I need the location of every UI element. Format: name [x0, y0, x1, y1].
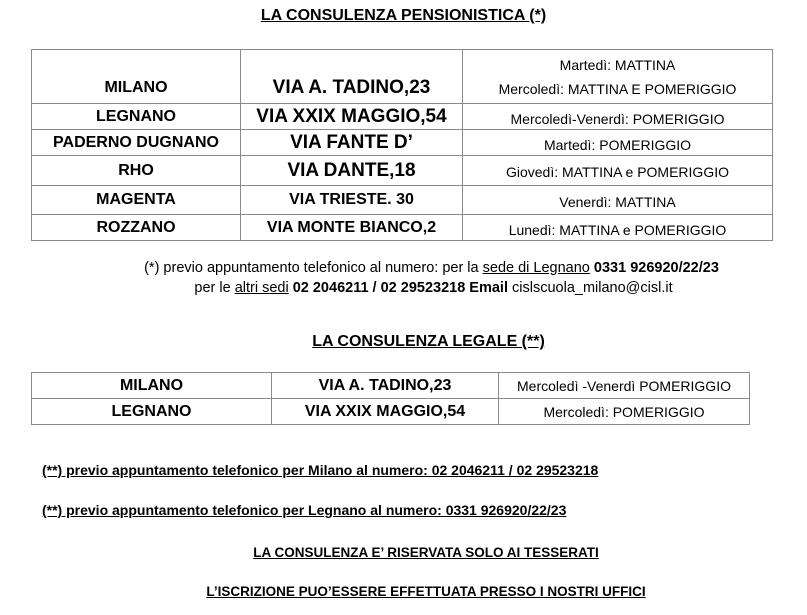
city-cell: MAGENTA: [32, 186, 241, 215]
days-cell: Lunedì: MATTINA e POMERIGGIO: [463, 215, 773, 241]
city-cell: LEGNANO: [32, 399, 272, 425]
address-cell: VIA XXIX MAGGIO,54: [272, 399, 499, 425]
email-address: cislscuola_milano@cisl.it: [508, 280, 673, 296]
days-line: Mercoledì: MATTINA E POMERIGGIO: [498, 80, 737, 97]
registration-notice: L’ISCRIZIONE PUO’ESSERE EFFETTUATA PRESSO I NOSTRI UFFICI: [206, 584, 646, 599]
address-cell: VIA DANTE,18: [241, 156, 463, 186]
city-cell: MILANO: [32, 373, 272, 399]
table-row: [32, 373, 750, 399]
table-row: [32, 104, 773, 130]
address-cell: VIA MONTE BIANCO,2: [241, 215, 463, 241]
pension-note-line1: [28, 258, 807, 278]
other-phone: 02 2046211 / 02 29523218 Email: [288, 280, 508, 296]
days-cell: Giovedì: MATTINA e POMERIGGIO: [463, 156, 773, 186]
address-cell: VIA XXIX MAGGIO,54: [241, 104, 463, 130]
days-cell: [463, 50, 773, 104]
legnano-phone: 0331 926920/22/23: [589, 260, 719, 276]
days-cell: Mercoledì-Venerdì: POMERIGGIO: [463, 104, 773, 130]
city-cell: PADERNO DUGNANO: [32, 130, 241, 156]
city-cell: RHO: [32, 156, 241, 186]
legal-title: LA CONSULENZA LEGALE (**): [312, 333, 545, 350]
pension-note-line2: [30, 278, 807, 298]
address-cell: VIA TRIESTE. 30: [241, 186, 463, 215]
address-cell: VIA FANTE D’: [241, 130, 463, 156]
pension-table: [31, 49, 773, 241]
note-text: (*) previo appuntamento telefonico al numero: per la: [144, 260, 483, 276]
table-row: [32, 215, 773, 241]
table-row: [32, 186, 773, 215]
city-cell: LEGNANO: [32, 104, 241, 130]
days-cell: Mercoledì: POMERIGGIO: [499, 399, 750, 425]
pension-title: LA CONSULENZA PENSIONISTICA (*): [260, 7, 547, 24]
table-row: [32, 50, 773, 104]
address-cell: VIA A. TADINO,23: [272, 373, 499, 399]
days-cell: Mercoledì -Venerdì POMERIGGIO: [499, 373, 750, 399]
table-row: [32, 130, 773, 156]
other-offices-link: altri sedi: [234, 280, 289, 296]
city-cell: ROZZANO: [32, 215, 241, 241]
city-cell: MILANO: [32, 50, 241, 104]
legal-table: [31, 372, 750, 425]
legnano-link: sede di Legnano: [482, 260, 590, 276]
legal-note-legnano: (**) previo appuntamento telefonico per Legnano al numero: 0331 926920/22/23: [42, 502, 567, 518]
days-cell: Venerdì: MATTINA: [463, 186, 773, 215]
members-only-notice: LA CONSULENZA E’ RISERVATA SOLO AI TESSERATI: [253, 545, 599, 560]
address-cell: VIA A. TADINO,23: [241, 50, 463, 104]
days-cell: Martedì: POMERIGGIO: [463, 130, 773, 156]
table-row: [32, 156, 773, 186]
table-row: [32, 399, 750, 425]
note-text: per le: [194, 280, 235, 296]
days-line: Martedì: MATTINA: [559, 56, 676, 73]
legal-note-milano: (**) previo appuntamento telefonico per Milano al numero: 02 2046211 / 02 29523218: [42, 462, 599, 478]
